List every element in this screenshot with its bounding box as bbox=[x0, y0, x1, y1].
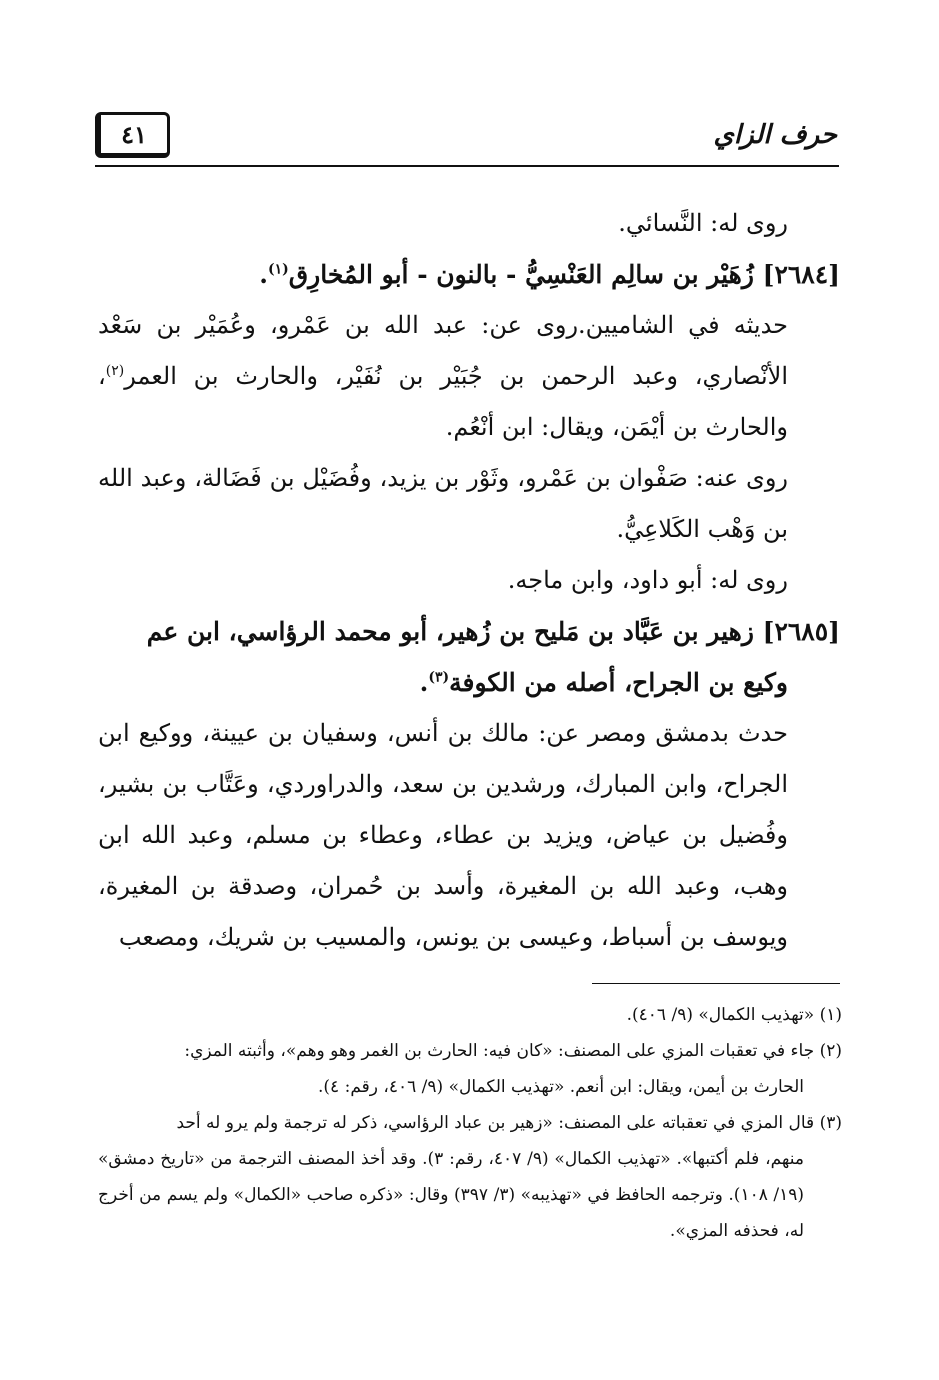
entry-heading-2684: [٢٦٨٤] زُهَيْر بن سالِم العَنْسِيُّ - بالنون - أبو المُخارِق$^{(١)}$. bbox=[259, 260, 840, 289]
running-head: حرف الزاي bbox=[713, 120, 837, 150]
footnote-2: (٢) جاء في تعقبات المزي على المصنف: «كان فيه: الحارث بن الغمر وهو وهم»، وأثبته المزي: الحارث بن أيمن، ويقال: ابن أنعم. «تهذيب الكمال» (٩/ ٤٠٦، رقم: ٤). bbox=[184, 1041, 842, 1097]
page-header bbox=[95, 108, 837, 166]
header-rule bbox=[95, 165, 839, 167]
footnote-ref-1: (١) bbox=[267, 261, 289, 278]
entry-heading-2685: [٢٦٨٥] زهير بن عَبَّاد بن مَليح بن زُهير، أبو محمد الرؤاسي، ابن عم وكيع بن الجراح، أصله من الكوفة$^{(٣)}$. bbox=[146, 617, 840, 697]
footnote-ref-2: (٢) bbox=[105, 363, 125, 379]
footnote-rule bbox=[592, 983, 840, 984]
main-text bbox=[98, 198, 840, 963]
paragraph-entry-2684-narrations: حديثه في الشاميين.روى عن: عبد الله بن عَمْرو، وعُمَيْر بن سَعْد الأنْصاري، وعبد الرحمن بن جُبَيْر بن نُفَيْر، والحارث بن العمر$^{(٢)}$، والحارث بن أيْمَن، ويقال: ابن أنْعُم. bbox=[98, 311, 788, 441]
page-number: ٤١ bbox=[95, 112, 170, 158]
footnote-ref-3: (٣) bbox=[428, 669, 450, 686]
footnote-3: (٣) قال المزي في تعقباته على المصنف: «زهير بن عباد الرؤاسي، ذكر له ترجمة ولم يرو له أحد منهم، فلم أكتبها». «تهذيب الكمال» (٩/ ٤٠٧، رقم: ٣). وقد أخذ المصنف الترجمة من «تاريخ دمشق» (١٩/ ١٠٨). وترجمه الحافظ في «تهذيبه» (٣/ ٣٩٧) وقال: «ذكره صاحب «الكمال» ولم يسم من أخرج له، فحذفه المزي». bbox=[98, 1113, 842, 1241]
paragraph-entry-2684-narrated-by: روى له: أبو داود، وابن ماجه. bbox=[507, 566, 788, 594]
paragraph-narrated-by: روى له: النَّسائي. bbox=[618, 209, 788, 237]
paragraph-entry-2685-narrations: حدث بدمشق ومصر عن: مالك بن أنس، وسفيان بن عيينة، ووكيع ابن الجراح، وابن المبارك، ورشدين بن سعد، والدراوردي، وعَتَّاب بن بشير، وفُضيل بن عياض، ويزيد بن عطاء، وعطاء بن مسلم، وعبد الله ابن وهب، وعبد الله بن المغيرة، وأسد بن حُمران، وصدقة بن المغيرة، ويوسف بن أسباط، وعيسى بن يونس، والمسيب بن شريك، ومصعب bbox=[98, 719, 788, 951]
footnotes bbox=[98, 997, 842, 1249]
footnote-1: (١) «تهذيب الكمال» (٩/ ٤٠٦). bbox=[626, 1005, 842, 1025]
paragraph-entry-2684-narrators: روى عنه: صَفْوان بن عَمْرو، وثَوْر بن يزيد، وفُضَيْل بن فَضَالة، وعبد الله بن وَهْب الكَلاعِيُّ. bbox=[98, 464, 788, 543]
